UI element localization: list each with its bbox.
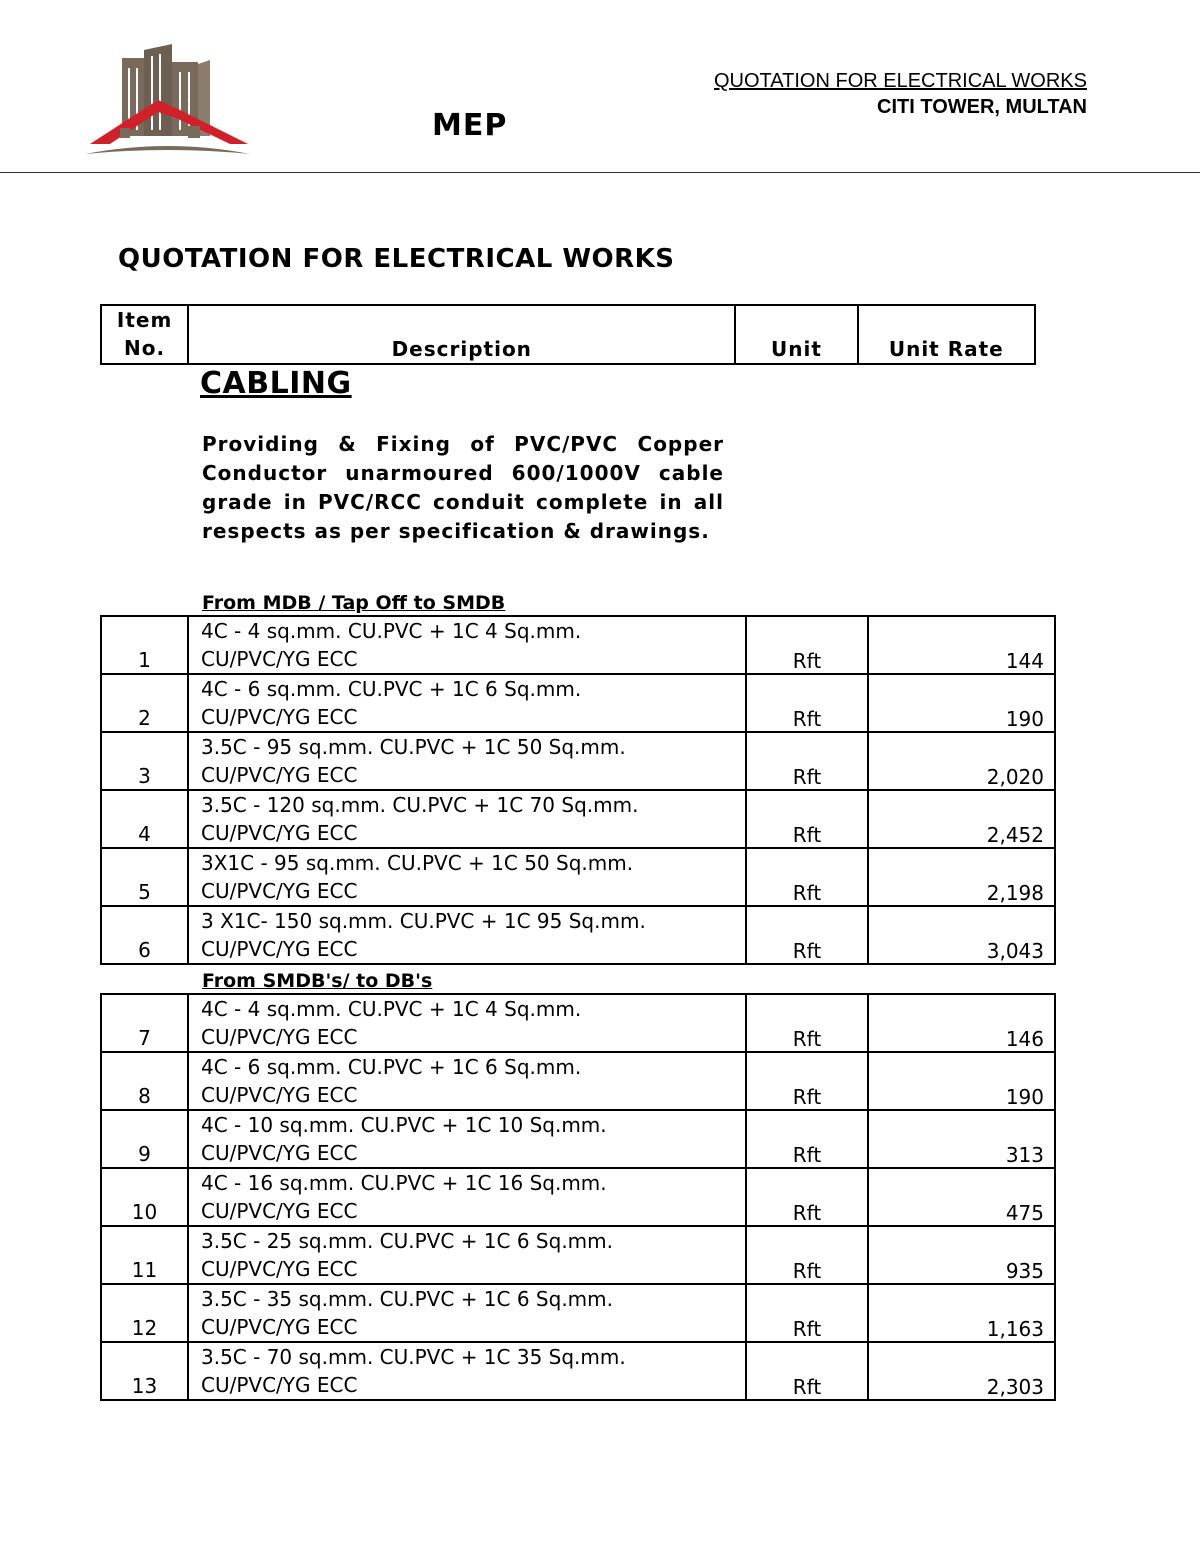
item-rate: 313	[868, 1110, 1055, 1168]
item-unit: Rft	[746, 790, 868, 848]
company-logo	[80, 40, 255, 165]
items-table	[100, 993, 1056, 1401]
item-description	[188, 1226, 746, 1284]
description-line-2: CU/PVC/YG ECC	[201, 821, 358, 845]
description-line-1: 3.5C - 25 sq.mm. CU.PVC + 1C 6 Sq.mm.	[201, 1229, 614, 1253]
item-number: 7	[101, 994, 188, 1052]
table-row	[101, 1284, 1055, 1342]
item-unit: Rft	[746, 732, 868, 790]
table-row	[101, 616, 1055, 674]
item-number: 2	[101, 674, 188, 732]
description-line-2: CU/PVC/YG ECC	[201, 937, 358, 961]
description-line-2: CU/PVC/YG ECC	[201, 1083, 358, 1107]
item-description	[188, 848, 746, 906]
header-item-no: Item No.	[101, 305, 188, 364]
document-title: QUOTATION FOR ELECTRICAL WORKS	[118, 244, 675, 274]
description-line-1: 3.5C - 35 sq.mm. CU.PVC + 1C 6 Sq.mm.	[201, 1287, 614, 1311]
description-line-1: 4C - 6 sq.mm. CU.PVC + 1C 6 Sq.mm.	[201, 677, 582, 701]
brand-name: MEP	[432, 108, 508, 143]
column-header-table	[100, 304, 1036, 365]
item-number: 11	[101, 1226, 188, 1284]
description-line-2: CU/PVC/YG ECC	[201, 1199, 358, 1223]
description-line-2: CU/PVC/YG ECC	[201, 879, 358, 903]
item-unit: Rft	[746, 1226, 868, 1284]
item-rate: 2,198	[868, 848, 1055, 906]
item-rate: 475	[868, 1168, 1055, 1226]
description-line-2: CU/PVC/YG ECC	[201, 1141, 358, 1165]
item-number: 1	[101, 616, 188, 674]
item-number: 12	[101, 1284, 188, 1342]
items-table	[100, 615, 1056, 965]
item-number: 6	[101, 906, 188, 964]
item-number: 9	[101, 1110, 188, 1168]
description-line-1: 4C - 6 sq.mm. CU.PVC + 1C 6 Sq.mm.	[201, 1055, 582, 1079]
description-line-1: 4C - 4 sq.mm. CU.PVC + 1C 4 Sq.mm.	[201, 619, 582, 643]
item-description	[188, 1168, 746, 1226]
item-unit: Rft	[746, 1110, 868, 1168]
table-row	[101, 790, 1055, 848]
item-rate: 2,303	[868, 1342, 1055, 1400]
table-row	[101, 1342, 1055, 1400]
item-description	[188, 674, 746, 732]
header-divider	[0, 172, 1200, 173]
header-description: Description	[188, 305, 735, 364]
description-line-2: CU/PVC/YG ECC	[201, 647, 358, 671]
description-line-2: CU/PVC/YG ECC	[201, 705, 358, 729]
item-description	[188, 994, 746, 1052]
table-row	[101, 1052, 1055, 1110]
item-unit: Rft	[746, 1284, 868, 1342]
item-unit: Rft	[746, 616, 868, 674]
item-unit: Rft	[746, 1342, 868, 1400]
description-line-1: 3 X1C- 150 sq.mm. CU.PVC + 1C 95 Sq.mm.	[201, 909, 646, 933]
item-number: 8	[101, 1052, 188, 1110]
description-line-1: 4C - 16 sq.mm. CU.PVC + 1C 16 Sq.mm.	[201, 1171, 607, 1195]
item-description	[188, 1284, 746, 1342]
table-row	[101, 674, 1055, 732]
item-unit: Rft	[746, 994, 868, 1052]
description-line-2: CU/PVC/YG ECC	[201, 763, 358, 787]
item-rate: 190	[868, 674, 1055, 732]
item-rate: 2,020	[868, 732, 1055, 790]
description-line-1: 3.5C - 70 sq.mm. CU.PVC + 1C 35 Sq.mm.	[201, 1345, 626, 1369]
table-row	[101, 906, 1055, 964]
item-rate: 3,043	[868, 906, 1055, 964]
description-line-2: CU/PVC/YG ECC	[201, 1257, 358, 1281]
table-row	[101, 1168, 1055, 1226]
item-unit: Rft	[746, 674, 868, 732]
group-heading: From SMDB's/ to DB's	[202, 970, 433, 992]
table-row	[101, 732, 1055, 790]
table-row	[101, 848, 1055, 906]
section-description: Providing & Fixing of PVC/PVC Copper Conductor unarmoured 600/1000V cable grade in PVC/RCC conduit complete in all respects as per specification & drawings.	[202, 432, 724, 543]
item-rate: 190	[868, 1052, 1055, 1110]
item-unit: Rft	[746, 1168, 868, 1226]
item-unit: Rft	[746, 1052, 868, 1110]
item-description	[188, 616, 746, 674]
item-description	[188, 732, 746, 790]
item-rate: 146	[868, 994, 1055, 1052]
item-description	[188, 790, 746, 848]
item-rate: 935	[868, 1226, 1055, 1284]
table-row	[101, 1110, 1055, 1168]
item-number: 10	[101, 1168, 188, 1226]
group-heading: From MDB / Tap Off to SMDB	[202, 592, 506, 614]
item-number: 13	[101, 1342, 188, 1400]
item-rate: 144	[868, 616, 1055, 674]
description-line-1: 3X1C - 95 sq.mm. CU.PVC + 1C 50 Sq.mm.	[201, 851, 634, 875]
item-rate: 1,163	[868, 1284, 1055, 1342]
description-line-2: CU/PVC/YG ECC	[201, 1373, 358, 1397]
item-unit: Rft	[746, 848, 868, 906]
description-line-1: 4C - 4 sq.mm. CU.PVC + 1C 4 Sq.mm.	[201, 997, 582, 1021]
description-line-1: 4C - 10 sq.mm. CU.PVC + 1C 10 Sq.mm.	[201, 1113, 607, 1137]
section-title: CABLING	[200, 366, 352, 401]
item-unit: Rft	[746, 906, 868, 964]
description-line-2: CU/PVC/YG ECC	[201, 1315, 358, 1339]
table-row	[101, 1226, 1055, 1284]
description-line-1: 3.5C - 120 sq.mm. CU.PVC + 1C 70 Sq.mm.	[201, 793, 639, 817]
item-number: 4	[101, 790, 188, 848]
item-description	[188, 1052, 746, 1110]
item-description	[188, 1110, 746, 1168]
item-rate: 2,452	[868, 790, 1055, 848]
header-unit: Unit	[735, 305, 857, 364]
header-subtitle: CITI TOWER, MULTAN	[877, 96, 1087, 118]
description-line-2: CU/PVC/YG ECC	[201, 1025, 358, 1049]
item-description	[188, 906, 746, 964]
item-number: 5	[101, 848, 188, 906]
header-title: QUOTATION FOR ELECTRICAL WORKS	[714, 70, 1087, 92]
header-unit-rate: Unit Rate	[858, 305, 1035, 364]
item-number: 3	[101, 732, 188, 790]
table-row	[101, 994, 1055, 1052]
item-description	[188, 1342, 746, 1400]
description-line-1: 3.5C - 95 sq.mm. CU.PVC + 1C 50 Sq.mm.	[201, 735, 626, 759]
